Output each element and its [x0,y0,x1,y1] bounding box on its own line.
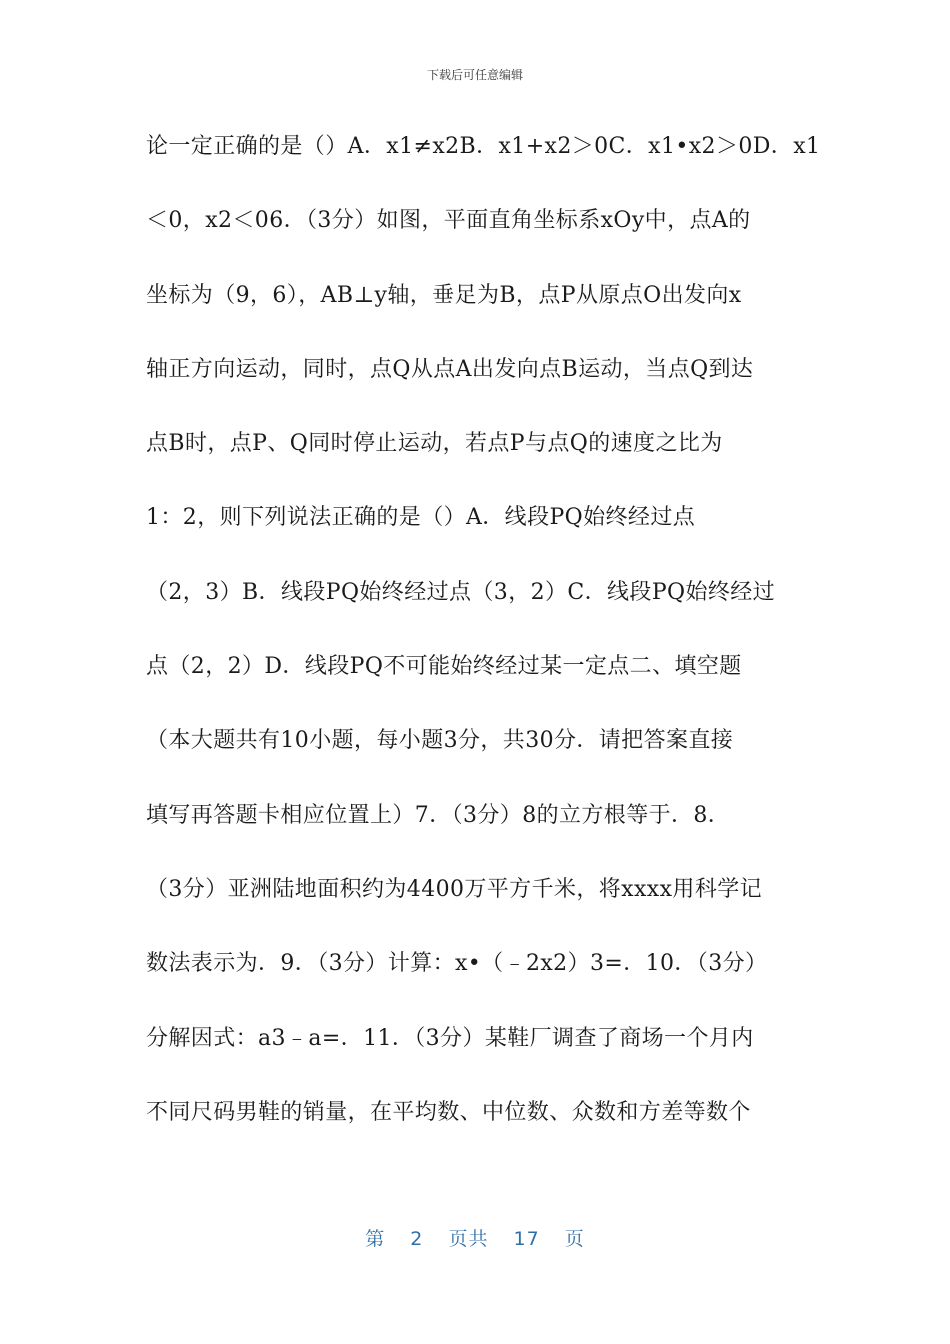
body-line: 1：2，则下列说法正确的是（）A．线段PQ始终经过点 [146,505,696,531]
body-line: （3分）亚洲陆地面积约为4400万平方千米，将xxxx用科学记 [146,876,763,902]
body-line: 分解因式：a3﹣a=．11．（3分）某鞋厂调查了商场一个月内 [146,1025,754,1051]
body-line: 数法表示为．9．（3分）计算：x•（﹣2x2）3=．10．（3分） [146,951,768,977]
body-line: 坐标为（9，6），AB⊥y轴，垂足为B，点P从原点O出发向x [146,282,742,308]
footer-suffix: 页 [564,1228,585,1250]
total-pages-number: 17 [513,1228,540,1250]
body-line: 点B时，点P、Q同时停止运动，若点P与点Q的速度之比为 [146,431,723,457]
footer-prefix: 第 [365,1228,386,1250]
body-line: 不同尺码男鞋的销量，在平均数、中位数、众数和方差等数个 [146,1099,751,1125]
body-line: 点（2，2）D．线段PQ不可能始终经过某一定点二、填空题 [146,654,742,680]
body-line: 论一定正确的是（）A．x1≠x2B．x1+x2＞0C．x1•x2＞0D．x1 [146,134,821,159]
page-header: 下载后可任意编辑 [426,68,523,82]
body-line: 填写再答题卡相应位置上）7．（3分）8的立方根等于．8． [146,802,731,828]
body-line: ＜0，x2＜06．（3分）如图，平面直角坐标系xOy中，点A的 [146,208,751,234]
body-line: （2，3）B．线段PQ始终经过点（3，2）C．线段PQ始终经过 [146,579,776,605]
footer-middle: 页共 [448,1228,489,1250]
body-line: 轴正方向运动，同时，点Q从点A出发向点B运动，当点Q到达 [146,356,754,382]
document-body [146,128,826,1168]
current-page-number: 2 [410,1228,424,1250]
page-footer [0,1224,950,1251]
body-line: （本大题共有10小题，每小题3分，共30分．请把答案直接 [146,728,734,754]
